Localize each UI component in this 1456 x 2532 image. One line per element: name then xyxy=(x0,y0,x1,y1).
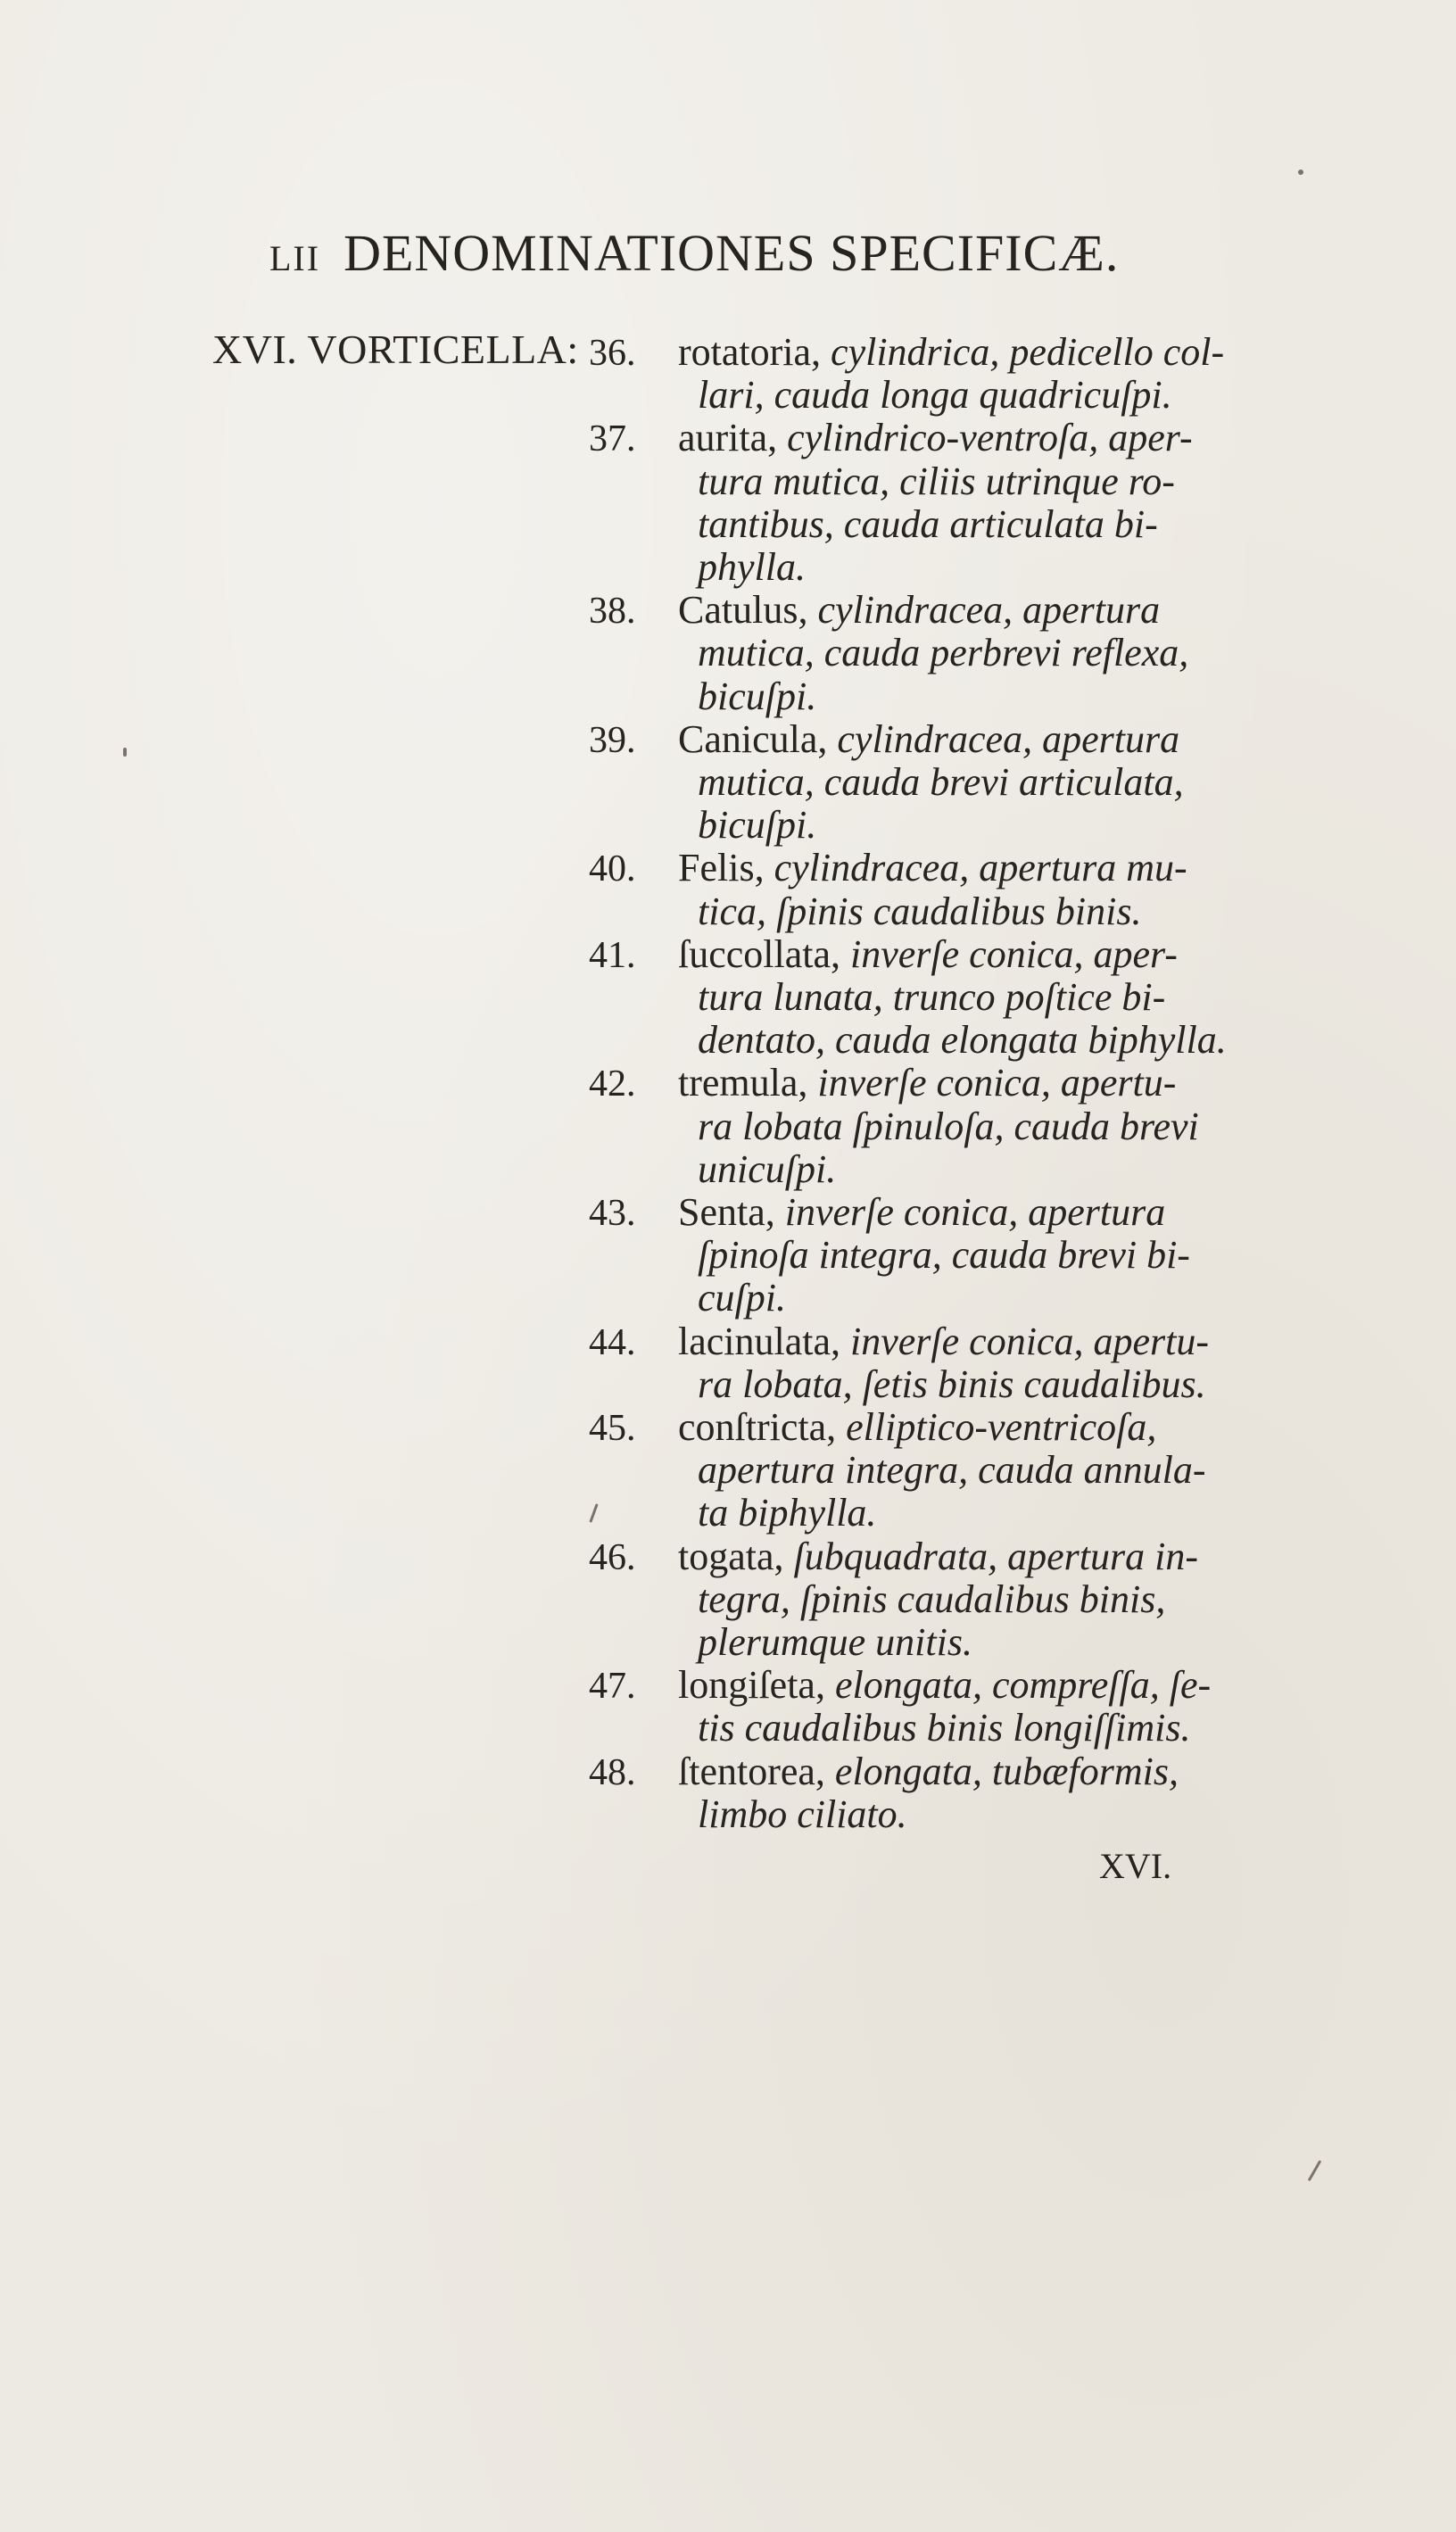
header-title: DENOMINATIONES SPECIFICÆ. xyxy=(343,224,1120,282)
species-entry xyxy=(589,418,1249,590)
species-first-line xyxy=(678,717,1179,762)
species-first-line xyxy=(678,1405,1156,1450)
species-number: 43. xyxy=(589,1193,636,1234)
species-description-line: tura lunata, trunco poſtice bi- xyxy=(698,974,1166,1019)
species-description-line: plerumque unitis. xyxy=(698,1619,972,1664)
species-entry xyxy=(589,1407,1249,1536)
species-first-line xyxy=(678,1190,1165,1235)
species-description: cylindracea, apertura xyxy=(807,588,1161,633)
species-entry xyxy=(589,1665,1249,1750)
species-description: cylindrico-ventroſa, aper- xyxy=(777,416,1193,460)
species-number: 47. xyxy=(589,1666,636,1708)
species-entry xyxy=(589,1063,1249,1192)
species-description-line: ra lobata, ſetis binis caudalibus. xyxy=(698,1361,1206,1406)
species-name: aurita, xyxy=(678,416,778,460)
species-description-line: bicuſpi. xyxy=(698,674,817,718)
species-number: 40. xyxy=(589,848,636,890)
species-first-line xyxy=(678,1061,1176,1105)
species-entry xyxy=(589,1751,1249,1837)
species-name: ſtentorea, xyxy=(678,1749,825,1793)
species-description: elongata, compreſſa, ſe- xyxy=(824,1663,1212,1708)
catchword: XVI. xyxy=(1099,1846,1172,1886)
species-description-line: ra lobata ſpinuloſa, cauda brevi xyxy=(698,1104,1199,1148)
species-number: 41. xyxy=(589,934,636,976)
species-first-line xyxy=(678,330,1224,375)
species-description-line: unicuſpi. xyxy=(698,1146,837,1191)
species-name: Senta, xyxy=(678,1190,775,1234)
genus-heading: XVI. VORTICELLA: xyxy=(212,327,579,372)
species-description: cylindrica, pedicello col- xyxy=(821,330,1225,374)
species-entry xyxy=(589,590,1249,719)
species-first-line xyxy=(678,1535,1198,1579)
species-first-line xyxy=(678,1750,1179,1794)
paper-speck xyxy=(1308,2160,1322,2181)
species-first-line xyxy=(678,1320,1209,1364)
paper-speck xyxy=(1298,170,1303,175)
species-description-line: ta biphylla. xyxy=(698,1491,877,1535)
species-description-line: cuſpi. xyxy=(698,1276,786,1320)
species-description-line: dentato, cauda elongata biphylla. xyxy=(698,1018,1227,1063)
species-description: elliptico-ventricoſa, xyxy=(836,1405,1157,1449)
species-description-line: phylla. xyxy=(698,544,806,589)
species-first-line xyxy=(678,416,1193,460)
species-entry xyxy=(589,848,1249,933)
species-number: 48. xyxy=(589,1751,636,1793)
species-number: 44. xyxy=(589,1321,636,1363)
species-number: 46. xyxy=(589,1536,636,1578)
running-header xyxy=(269,223,1251,294)
species-description-line: lari, cauda longa quadricuſpi. xyxy=(698,373,1172,418)
species-number: 38. xyxy=(589,591,636,633)
species-number: 37. xyxy=(589,418,636,460)
species-description-line: tica, ſpinis caudalibus binis. xyxy=(698,889,1142,933)
species-description: inverſe conica, apertu- xyxy=(840,1319,1209,1363)
species-first-line xyxy=(678,588,1160,633)
species-description: inverſe conica, apertu- xyxy=(807,1061,1177,1105)
species-description-line: mutica, cauda perbrevi reflexa, xyxy=(698,631,1189,675)
species-description-line: ſpinoſa integra, cauda brevi bi- xyxy=(698,1233,1190,1278)
species-name: Catulus, xyxy=(678,588,808,633)
species-description-line: tura mutica, ciliis utrinque ro- xyxy=(698,459,1175,503)
species-number: 45. xyxy=(589,1408,636,1449)
species-entry xyxy=(589,1321,1249,1407)
species-description-line: tantibus, cauda articulata bi- xyxy=(698,501,1158,546)
page-number: LII xyxy=(269,238,321,278)
species-name: longiſeta, xyxy=(678,1663,825,1708)
species-description: ſubquadrata, apertura in- xyxy=(783,1534,1198,1578)
species-description: cylindracea, apertura xyxy=(827,716,1180,761)
species-description-line: limbo ciliato. xyxy=(698,1791,907,1836)
species-first-line xyxy=(678,846,1187,890)
species-description-line: tis caudalibus binis longiſſimis. xyxy=(698,1706,1191,1750)
species-name: rotatoria, xyxy=(678,330,822,374)
species-description: inverſe conica, aper- xyxy=(840,931,1178,976)
species-entry xyxy=(589,1536,1249,1666)
species-entry xyxy=(589,332,1249,418)
species-name: tremula, xyxy=(678,1061,808,1105)
species-name: ſuccollata, xyxy=(678,931,841,976)
species-number: 39. xyxy=(589,719,636,761)
species-description-line: tegra, ſpinis caudalibus binis, xyxy=(698,1576,1166,1621)
species-description-line: mutica, cauda brevi articulata, xyxy=(698,759,1184,804)
species-first-line xyxy=(678,1663,1211,1708)
species-description: inverſe conica, apertura xyxy=(774,1190,1166,1234)
species-entry xyxy=(589,716,1249,848)
species-entry xyxy=(589,931,1249,1063)
species-first-line xyxy=(678,932,1178,977)
species-number: 36. xyxy=(589,333,636,374)
species-description: elongata, tubæformis, xyxy=(824,1749,1179,1793)
species-entry xyxy=(589,1192,1249,1321)
species-name: togata, xyxy=(678,1534,784,1578)
species-name: lacinulata, xyxy=(678,1319,841,1363)
species-description: cylindracea, apertura mu- xyxy=(764,846,1187,890)
species-description-line: bicuſpi. xyxy=(698,803,817,848)
species-description-line: apertura integra, cauda annula- xyxy=(698,1448,1206,1493)
species-name: conſtricta, xyxy=(678,1405,837,1449)
paper-speck xyxy=(123,748,127,757)
species-name: Felis, xyxy=(678,846,765,890)
species-number: 42. xyxy=(589,1063,636,1105)
species-name: Canicula, xyxy=(678,716,828,761)
